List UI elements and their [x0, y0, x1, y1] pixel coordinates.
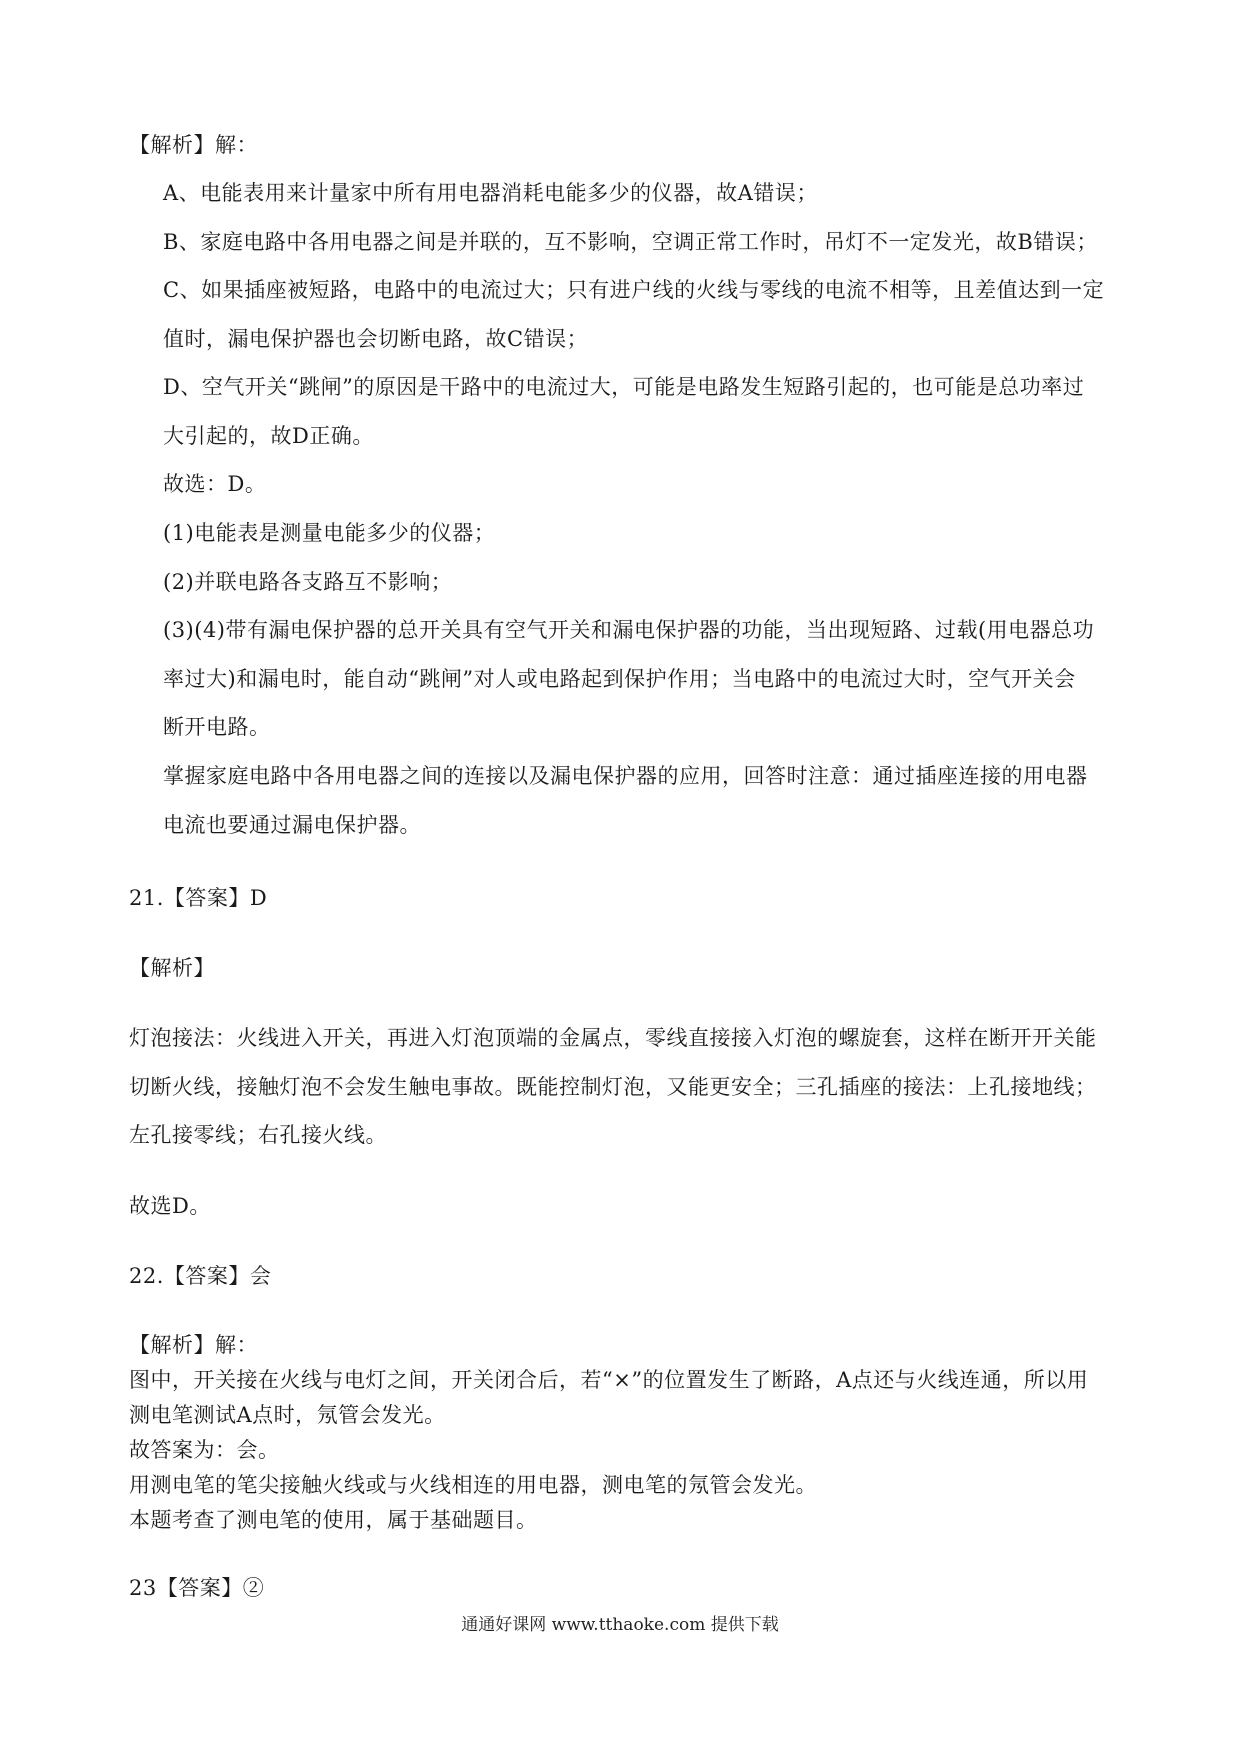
explanation-22-line3: 故答案为：会。 [129, 1438, 280, 1462]
explanation-22-line1: 图中，开关接在火线与电灯之间，开关闭合后，若“×”的位置发生了断路，A点还与火线连通，所以用 [129, 1368, 1089, 1392]
explanation-22-line4: 用测电笔的笔尖接触火线或与火线相连的用电器，测电笔的氖管会发光。 [129, 1473, 817, 1497]
option-c-analysis-line1: C、如果插座被短路，电路中的电流过大；只有进户线的火线与零线的电流不相等，且差值达到一定 [163, 278, 1105, 302]
answer-23: 23【答案】② [129, 1576, 265, 1600]
option-c-analysis-line2: 值时，漏电保护器也会切断电路，故C错误； [163, 327, 589, 351]
explanation-22-line5: 本题考查了测电笔的使用，属于基础题目。 [129, 1508, 538, 1532]
explanation-heading-22: 【解析】解： [129, 1333, 258, 1357]
point-3-line3: 断开电路。 [163, 715, 271, 739]
answer-22: 22.【答案】会 [129, 1264, 272, 1288]
choice-21: 故选D。 [129, 1194, 211, 1218]
answer-21: 21.【答案】D [129, 886, 268, 910]
summary-line2: 电流也要通过漏电保护器。 [163, 813, 421, 837]
choice-statement: 故选：D。 [163, 472, 267, 496]
point-2: (2)并联电路各支路互不影响； [163, 570, 453, 594]
point-3-line1: (3)(4)带有漏电保护器的总开关具有空气开关和漏电保护器的功能，当出现短路、过载(用电器总功 [163, 618, 1095, 642]
explanation-21-line1: 灯泡接法：火线进入开关，再进入灯泡顶端的金属点，零线直接接入灯泡的螺旋套，这样在断开开关能 [129, 1026, 1097, 1050]
option-d-analysis-line2: 大引起的，故D正确。 [163, 424, 374, 448]
point-1: (1)电能表是测量电能多少的仪器； [163, 521, 496, 545]
page-footer: 通通好课网 www.tthaoke.com 提供下载 [461, 1615, 779, 1635]
summary-line1: 掌握家庭电路中各用电器之间的连接以及漏电保护器的应用，回答时注意：通过插座连接的用电器 [163, 764, 1088, 788]
explanation-21-line3: 左孔接零线；右孔接火线。 [129, 1123, 387, 1147]
option-a-analysis: A、电能表用来计量家中所有用电器消耗电能多少的仪器，故A错误； [163, 181, 818, 205]
explanation-heading-21: 【解析】 [129, 956, 215, 980]
explanation-21-line2: 切断火线，接触灯泡不会发生触电事故。既能控制灯泡，又能更安全；三孔插座的接法：上孔接地线； [129, 1075, 1097, 1099]
explanation-heading: 【解析】解： [129, 133, 258, 157]
option-b-analysis: B、家庭电路中各用电器之间是并联的，互不影响，空调正常工作时，吊灯不一定发光，故B错误； [163, 230, 1098, 254]
option-d-analysis-line1: D、空气开关“跳闸”的原因是干路中的电流过大，可能是电路发生短路引起的，也可能是总功率过 [163, 375, 1085, 399]
explanation-22-line2: 测电笔测试A点时，氖管会发光。 [129, 1403, 446, 1427]
point-3-line2: 率过大)和漏电时，能自动“跳闸”对人或电路起到保护作用；当电路中的电流过大时，空气开关会 [163, 667, 1076, 691]
